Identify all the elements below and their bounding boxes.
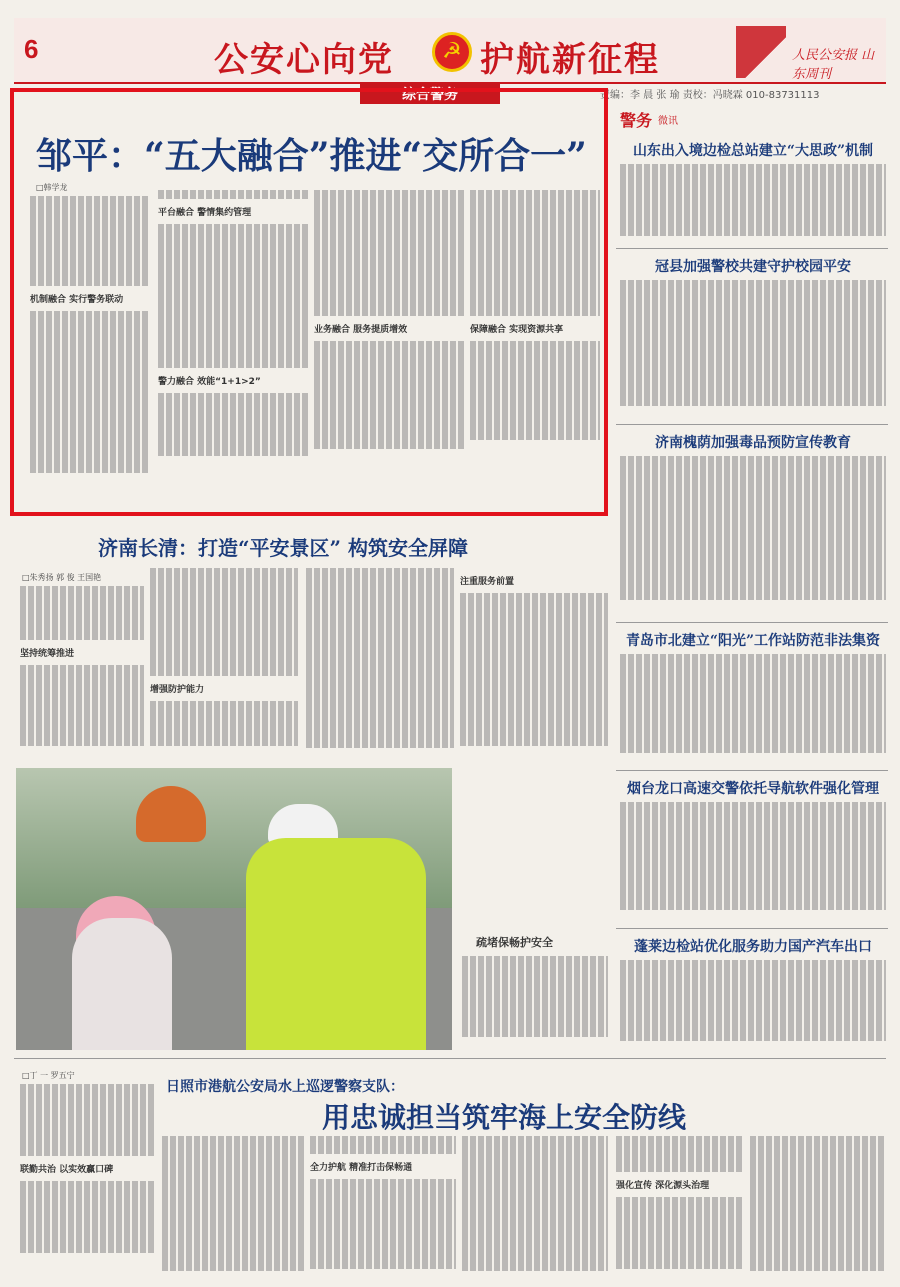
brief-divider xyxy=(616,928,888,929)
newspaper-logo: 人民公安报 山东周刊 xyxy=(792,48,875,82)
main-subhead-1: 机制融合 实行警务联动 xyxy=(30,295,124,305)
jinan-column-4 xyxy=(460,568,608,762)
rizhao-column-4 xyxy=(462,1136,608,1278)
rizhao-subhead-3: 强化宣传 深化源头治理 xyxy=(616,1181,710,1191)
jinan-subhead-1: 坚持统筹推进 xyxy=(20,649,75,659)
banner-title-left: 公安心向党 xyxy=(214,40,394,80)
flag-graphic xyxy=(736,26,786,78)
page-number: 6 xyxy=(24,34,39,64)
rizhao-column-1 xyxy=(20,1084,154,1278)
rizhao-subhead-1: 联勤共治 以实效赢口碑 xyxy=(20,1165,114,1175)
main-article-column-2 xyxy=(158,190,308,506)
main-subhead-2: 平台融合 警情集约管理 xyxy=(158,208,252,218)
brief-divider xyxy=(616,248,888,249)
brief-divider xyxy=(616,424,888,425)
brief-body-6 xyxy=(620,960,886,1052)
brief-divider xyxy=(616,770,888,771)
page-header xyxy=(14,18,886,84)
jinan-article-byline: □朱秀扬 郭 俊 王国艳 xyxy=(22,573,102,582)
brief-body-1 xyxy=(620,164,886,244)
jinan-column-2 xyxy=(150,568,298,762)
section-divider xyxy=(14,1058,886,1059)
rizhao-column-2 xyxy=(162,1136,304,1278)
emblem-glyph: ☭ xyxy=(442,39,462,64)
rizhao-article-byline: □丁 一 罗五宁 xyxy=(22,1071,75,1080)
section-tag: 综合警务 xyxy=(360,84,500,104)
rizhao-column-5 xyxy=(616,1136,742,1278)
rizhao-article-kicker: 日照市港航公安局水上巡逻警察支队： xyxy=(166,1079,404,1095)
brief-divider xyxy=(616,622,888,623)
editor-line: 责编：李 晨 张 瑜 责校：冯晓霖 010-83731113 xyxy=(600,90,820,101)
photo-caption-title: 疏堵保畅护安全 xyxy=(476,936,553,949)
brief-title-6: 蓬莱边检站优化服务助力国产汽车出口 xyxy=(634,939,872,955)
brief-body-4 xyxy=(620,654,886,764)
brief-body-2 xyxy=(620,280,886,420)
rizhao-subhead-2: 全力护航 精准打击保畅通 xyxy=(310,1163,413,1173)
banner-title-right: 护航新征程 xyxy=(480,40,660,80)
main-article-byline: □韩学龙 xyxy=(36,183,68,192)
jinan-column-3 xyxy=(306,568,454,762)
main-article-column-4 xyxy=(470,190,600,506)
brief-title-5: 烟台龙口高速交警依托导航软件强化管理 xyxy=(627,781,879,797)
brief-title-4: 青岛市北建立“阳光”工作站防范非法集资 xyxy=(625,633,881,649)
photo-caption-body xyxy=(462,956,608,1048)
brief-title-1: 山东出入境边检总站建立“大思政”机制 xyxy=(632,143,874,159)
brief-title-2: 冠县加强警校共建守护校园平安 xyxy=(655,259,851,275)
main-article-column-1 xyxy=(30,196,150,506)
brief-body-5 xyxy=(620,802,886,922)
main-subhead-5: 保障融合 实现资源共享 xyxy=(470,325,564,335)
rizhao-column-3 xyxy=(310,1136,456,1278)
brief-section-tag: 警务 xyxy=(620,111,653,130)
jinan-subhead-2: 增强防护能力 xyxy=(150,685,205,695)
jinan-subhead-3: 注重服务前置 xyxy=(460,577,515,587)
news-photo xyxy=(16,768,452,1050)
rizhao-column-6 xyxy=(750,1136,886,1278)
brief-section-subtag: 微讯 xyxy=(658,116,678,127)
jinan-article-title: 济南长清：打造“平安景区” 构筑安全屏障 xyxy=(98,536,468,560)
party-emblem-icon xyxy=(432,32,472,72)
main-article-column-3 xyxy=(314,190,464,506)
main-article-title: 邹平：“五大融合”推进“交所合一” xyxy=(36,135,587,177)
jinan-column-1 xyxy=(20,586,144,762)
rizhao-article-title: 用忠诚担当筑牢海上安全防线 xyxy=(322,1101,687,1134)
brief-title-3: 济南槐荫加强毒品预防宣传教育 xyxy=(655,435,851,451)
main-subhead-3: 警力融合 效能“1+1>2” xyxy=(158,377,261,387)
main-subhead-4: 业务融合 服务提质增效 xyxy=(314,325,408,335)
brief-body-3 xyxy=(620,456,886,616)
